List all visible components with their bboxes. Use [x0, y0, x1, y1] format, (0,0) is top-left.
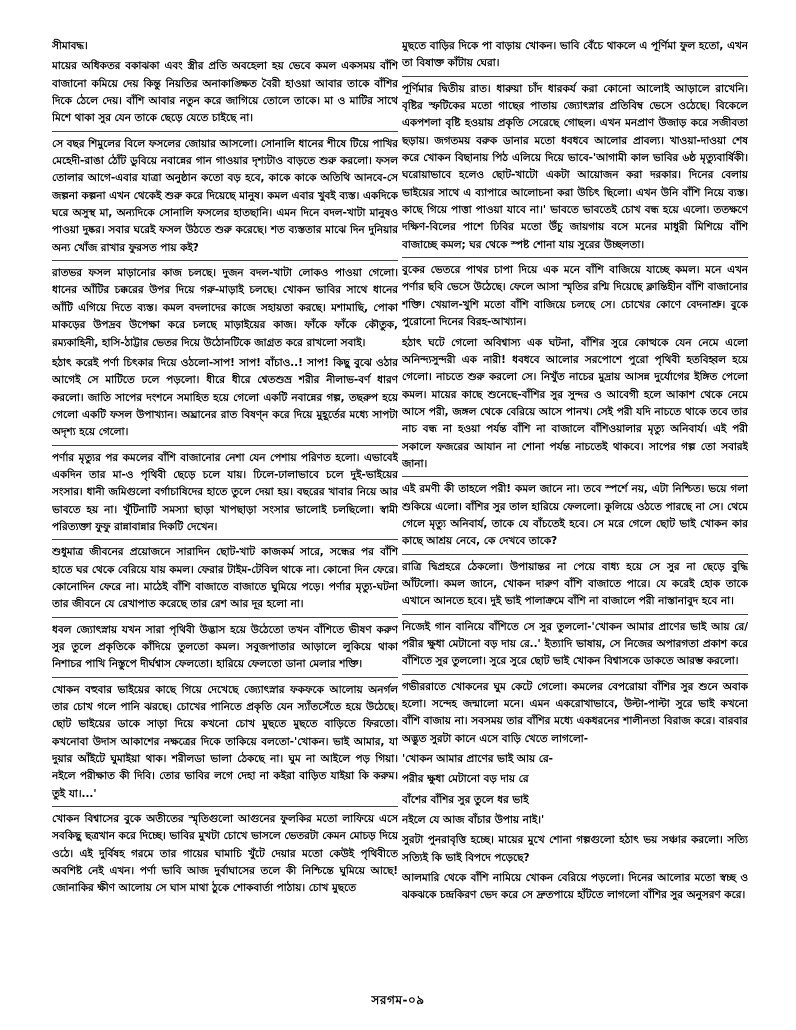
paragraph-divider — [52, 539, 398, 540]
left-column — [52, 38, 398, 978]
paragraph: শুধুমাত্র জীবনের প্রয়োজনে সারাদিন ছোট-খাট কাজকর্ম সারে, সন্ধের পর বাঁশি হাতে ঘর থেকে বেরিয়ে যায় কমল। ফেরার টাইম-টেবিল থাকে না। কোনো দিন ফেরে। কোনোদিন ফেরে না। মাঠেই বাঁশি বাজাতে বাজাতে ঘুমিয়ে পড়ে। পর্ণার মৃত্যু-ঘটনা তার জীবনে যে রেখাপাত করেছে তার রেশ আর দূর হলো না। — [52, 546, 398, 611]
paragraph: খোকন বহুবার ভাইয়ের কাছে গিয়ে দেখেছে জ্যোৎস্নার ফকফকে আলোয় অনর্গল তার চোখ গলে পানি ঝরছে। চোখের পানিতে প্রকৃতি যেন স্যাঁতসেঁতে হয়ে উঠেছে। ছোট ভাইয়ের ডাকে সাড়া দিয়ে কখনো চোখ মুছতে মুছতে বাড়িতে ফিরতো। কখনোবা উদাস আকাশের নক্ষত্রের দিকে তাকিয়ে বলতো-'খোকন। ভাই আমার, যা দুয়ার আঁইটে ঘুমাইয়া থাক। শরীলডা ভালা ঠেকছে না। ঘুম না আইলে পড় গিয়া। নইলে পরীক্ষাত কী দিবি। তোর ভাবির লগে দেহা না কইরা বাড়িত যাইয়া কি করুম। তুই যা।...' — [52, 683, 398, 800]
paragraph: সুরটা পুনরাবৃত্তি হচ্ছে। মায়ের মুখে শোনা গল্পগুলো হঠাৎ ভয় সঞ্চার করলো। সত্যি সত্যিই কি ভাই বিপদে পড়েছে? — [402, 834, 748, 864]
paragraph-divider — [52, 677, 398, 678]
paragraph-divider — [402, 674, 748, 675]
paragraph-divider — [52, 260, 398, 261]
paragraph-divider — [52, 445, 398, 446]
paragraph: রাত্রি দ্বিপ্রহরে ঠেকলো। উপায়ান্তর না পেয়ে বাধ্য হয়ে সে সুর না ছেড়ে বুদ্ধি আঁটলো। কমল জানে, খোকন দারুণ বাঁশি বাজাতে পারে। যে করেই হোক তাকে এখানে আনতে হবে। দুই ভাই পালাক্রমে বাঁশি না বাজালে পরী নাস্তানাবুদ হবে না। — [402, 560, 748, 608]
paragraph-divider — [402, 554, 748, 555]
paragraph: আলমারি থেকে বাঁশি নামিয়ে খোকন বেরিয়ে পড়লো। দিনের আলোর মতো স্বচ্ছ ও ঝকঝকে চন্দ্রকিরণ ভেদ করে সে দ্রুতপায়ে হাঁটতে লাগলো বাঁশির সুর অনুসরণ করে। — [402, 872, 748, 902]
paragraph: হঠাৎ করেই পর্ণা চিৎকার দিয়ে ওঠলো-সাপ! সাপ! বাঁচাও..! সাপ! কিছু বুঝে ওঠার আগেই সে মাটিতে ঢলে পড়লো। ধীরে ধীরে শ্বেতশুভ্র শরীর নীলাভ-বর্ণ ধারণ করলো। জাতি সাপের দংশনে সমাহিত হয়ে গেলো একটি নবান্নের গল্প, তছরুপ হয়ে গেলো একটি ফসল উপাখ্যান। অঘ্রানের রাত বিষণ্ন করে দিয়ে মুহূর্তের মধ্যে সাপটা অদৃশ্য হয়ে গেলো। — [52, 356, 398, 439]
paragraph: বুকের ভেতরে পাথর চাপা দিয়ে এক মনে বাঁশি বাজিয়ে যাচ্ছে কমল। মনে এখন পর্ণার ছবি ভেসে উঠেছে। ফেলে আসা স্মৃতির রশ্মি দিয়েছে ক্লান্তিহীন বাঁশি বাজানোর শক্তি। খেয়াল-খুশি মতো বাঁশি বাজিয়ে চলছে সে। চোখের কোণে বেদনাশ্রু। বুকে পুরোনো দিনের বিরহ-আখ্যান। — [402, 264, 748, 329]
paragraph-divider — [402, 76, 748, 77]
paragraph: মায়ের অধিকতর বকাঝকা এবং স্ত্রীর প্রতি অবহেলা হয় ভেবে কমল একসময় বাঁশি বাজানো কমিয়ে দেয় কিন্তু নিয়তির অনাকাঙ্ক্ষিত বৈরী হাওয়া আবার তাকে বাঁশির দিকে ঠেলে দেয়। বাঁশি আবার নতুন করে জাগিয়ে তোলে তাকে। মা ও মাটির সাথে মিশে থাকা সুর যেন তাকে ছেড়ে যেতে চাইছে না। — [52, 60, 398, 125]
paragraph: খোকন বিশ্বাসের বুকে অতীতের স্মৃতিগুলো আগুনের ফুলকির মতো লাফিয়ে এসে সবকিছু ছত্রখান করে দিচ্ছে। ভাবির মুখটা চোখে ভাসলে ভেতরটা কেমন মোচড় দিয়ে ওঠে। এই দুর্বিষহ গরমে তার গায়ের ঘামাচি খুঁটে দেয়ার মতো কেউই পৃথিবীতে অবশিষ্ট নেই এখন। পর্ণা ভাবি আজ দুর্বাঘাসের তলে কী নিশ্চিন্তে ঘুমিয়ে আছে! জোনাকির ক্ষীণ আলোয় সে ঘাস মাথা ঠুকে শোকবার্তা পাঠায়। চোখ মুছতে — [52, 813, 398, 895]
paragraph-divider — [402, 257, 748, 258]
paragraph: পূর্ণিমার দ্বিতীয় রাত। ধারুয়া চাঁদ ধারকর্য করা কোনো আলোই আড়ালে রাখেনি। বৃষ্টির স্ফটিকের মতো গাছের পাতায় জ্যোৎস্নার প্রতিবিম্ব ভেসে ওঠেছে। বিকেলে একপশলা বৃষ্টি হওয়ায় প্রকৃতি সেরেছে গোছল। এখন মনপ্রাণ উজাড় করে সজীবতা ছড়ায়। জগতময় বরুক ডানার মতো ধবধবে আলোর প্রাবল্য। খাওয়া-দাওয়া শেষ করে খোকন বিছানায় পিঠ এলিয়ে দিয়ে ভাবে-'আগামী কাল ভাবির ৬ষ্ঠ মৃত্যুবার্ষিকী। ঘরোয়াভাবে হলেও ছোট-খাটো একটা আয়োজন করা দরকার। দিনের বেলায় ভাইয়ের সাথে এ ব্যাপারে আলোচনা করা উচিৎ ছিলো। এখন উনি বাঁশি নিয়ে ব্যস্ত। কাছে গিয়ে পাত্তা পাওয়া যাবে না।' ভাবতে ভাবতেই চোখ বন্ধ হয়ে এলো। ততক্ষণে দক্ষিণ-বিলের পাশে ঢিবির মতো উঁচু জায়গায় বসে মনের মাধুরী মিশিয়ে বাঁশি বাজাচ্ছে কমল; ঘর থেকে স্পষ্ট শোনা যায় সুরের উচ্ছলতা। — [402, 82, 748, 251]
paragraph: নইলে যে আজ বাঁচার উপায় নাই।' — [402, 814, 545, 827]
paragraph: পরীর ক্ষুধা মেটানো বড় দায় রে — [402, 773, 529, 786]
paragraph: 'খোকন আমার প্রাণের ভাই আয় রে- — [402, 753, 553, 766]
paragraph-divider — [402, 476, 748, 477]
paragraph-divider — [52, 131, 398, 132]
paragraph-divider — [52, 806, 398, 807]
paragraph: সীমাবদ্ধ। — [52, 40, 88, 52]
page-footer: সরগম-০৯ — [371, 993, 425, 1007]
paragraph: ধবল জ্যোৎস্নায় যখন সারা পৃথিবী উদ্ভাস হয়ে উঠেতো তখন বাঁশিতে ভীষণ করুণ সুর তুলে প্রকৃতিকে কাঁদিয়ে তুলতো কমল। সবুজপাতার আড়ালে লুকিয়ে থাকা নিশাচর পাখি নিস্তুপে দীর্ঘশ্বাস ফেলতো। হারিয়ে ফেলতো ডানা মেলার শক্তি। — [52, 623, 398, 671]
paragraph: হঠাৎ ঘটে গেলো অবিশ্বাস্য এক ঘটনা, বাঁশির সুরে কোত্থকে যেন নেমে এলো অনিন্দ্যসুন্দরী এক নারী! ধবধবে আলোর সরপোশে পুরো পৃথিবী হতবিহ্বল হয়ে গেলো। নাচতে শুরু করলো সে। নিখুঁত নাচের মুদ্রায় আসন্ন দুর্যোগের ইঙ্গিত পেলো কমল। মায়ের কাছে শুনেছে-বাঁশির সুর সুন্দর ও আবেগী হলে আকাশ থেকে নেমে আসে পরী, জঙ্গল থেকে বেরিয়ে আসে পানখ। সেই পরী যদি নাচতে থাকে তবে তার নাচ বন্ধ না হওয়া পর্যন্ত বাঁশি না বাজালে বাঁশিওয়ালার মৃত্যু অনিবার্য। এই পরী সকালে ফজরের আযান না শোনা পর্যন্ত নাচতেই থাকবে। সাপের গল্প তো সবারই জানা। — [402, 336, 748, 470]
paragraph: রাতভর ফসল মাড়ানোর কাজ চলছে। দুজন বদল-খাটা লোকও পাওয়া গেলো। ধানের আঁটির চক্করের উপর দিয়ে গরু-মাড়াই চলছে। খোকন ভাবির সাথে ধানের আঁটি এগিয়ে দিতে ব্যস্ত। কমল বদলাদের কাজে সহায়তা করছে। মশামাছি, পোকা মাকড়ের উপদ্রব উপেক্ষা করে চলছে মাড়াইয়ের কাজ। ফাঁকে ফাঁকে কৌতুক, রম্যকাহিনী, হাসি-ঠাট্টার ভেতর দিয়ে উঠোনটিকে জাগ্রত করে রাখলো সবাই। — [52, 267, 398, 349]
paragraph: বাঁশের বাঁশির সুর তুলে ধর ভাই — [402, 793, 529, 806]
paragraph: নিজেই গান বানিয়ে বাঁশিতে সে সুর তুললো-'খোকন আমার প্রাণের ভাই আয় রে/পরীর ক্ষুধা মেটানো বড় দায় রে..' ইত্যাদি ভাষায়, সে নিজের অপারগতা প্রকাশ করে বাঁশিতে সুর তুললো। সুরে সুরে ছোট ভাই খোকন বিশ্বাসকে ডাকতে আরম্ভ করলো। — [402, 620, 748, 668]
paragraph: এই রমণী কী তাহলে পরী! কমল জানে না। তবে স্পর্শে নয়, এটা নিশ্চিত। ভয়ে গলা শুকিয়ে এলো। বাঁশির সুর তাল হারিয়ে ফেললো। কুলিয়ে ওঠতে পারছে না সে। থেমে গেলে মৃত্যু অনিবার্য, তাকে যে বাঁচতেই হবে। সে মরে গেলে ছোট ভাই খোকন কার কাছে আশ্রয় নেবে, কে দেখবে তাকে? — [402, 483, 748, 548]
paragraph: গভীররাতে খোকনের ঘুম কেটে গেলো। কমলের বেপরোয়া বাঁশির সুর শুনে অবাক হলো। সন্দেহ জন্মালো মনে। এমন একরোখাভাবে, উল্টা-পাল্টা সুরে ভাই কখনো বাঁশি বাজায় না। সবসময় তার বাঁশির মধ্যে একধরনের শালীনতা বিরাজ করে। বারবার অদ্ভুত সুরটা কানে এসে বাড়ি খেতে লাগলো- — [402, 680, 748, 745]
right-column — [402, 38, 748, 978]
paragraph: মুছতে বাড়ির দিকে পা বাড়ায় খোকন। ভাবি বেঁচে থাকলে এ পূর্ণিমা ফুল হতো, এখন তা বিষাক্ত কাঁটায় ঘেরা। — [402, 40, 748, 70]
paragraph-divider — [52, 617, 398, 618]
paragraph-divider — [402, 614, 748, 615]
paragraph: সে বছর শিমুলের বিলে ফসলের জোয়ার আসলো। সোনালি ধানের শীষে টিয়ে পাখির মেহেদী-রাঙা ঠোঁট ডুবিয়ে নবান্নের গান গাওয়ার দৃশ্যটাও বাড়তে শুরু করলো। ফসল তোলার আগে-এবার যাত্রা অনুষ্ঠান কতো বড় হবে, কাকে কাকে অতিথি আনবে-সে জল্পনা কল্পনা এখন থেকেই শুরু করে দিয়েছে মানুষ। কমল এবার খুবই ব্যস্ত। একদিকে ঘরে অসুস্থ মা, অন্যদিকে সোনালি ফসলের হাতছানি। এমন দিনে বদল-খাটা মানুষও পাওয়া দুষ্কর। সবার ঘরেই ফসল উঠতে শুরু করেছে। শত ব্যস্ততার মাঝে দিন দুনিয়ার অন্য খোঁজ রাখার ফুরসত পায় কই? — [52, 137, 398, 254]
paragraph: পর্ণার মৃত্যুর পর কমলের বাঁশি বাজানোর নেশা যেন পেশায় পরিণত হলো। এভাবেই একদিন তার মা-ও পৃথিবী ছেড়ে চলে যায়। ঢিলে-ঢালাভাবে চলে দুই-ভাইয়ের সংসার। ধানী জমিগুলো বর্গাচাষিদের হাতে তুলে দেয়া হয়। বছরের খাবার নিয়ে আর ভাবতে হয় না। খুঁটিনাটি সমস্যা ছাড়া খাপছাড়া সংসার ভালোই চলছিলো। স্বামী পরিত্যক্তা ফুফু রান্নাবান্নার দিকটি দেখেন। — [52, 451, 398, 533]
